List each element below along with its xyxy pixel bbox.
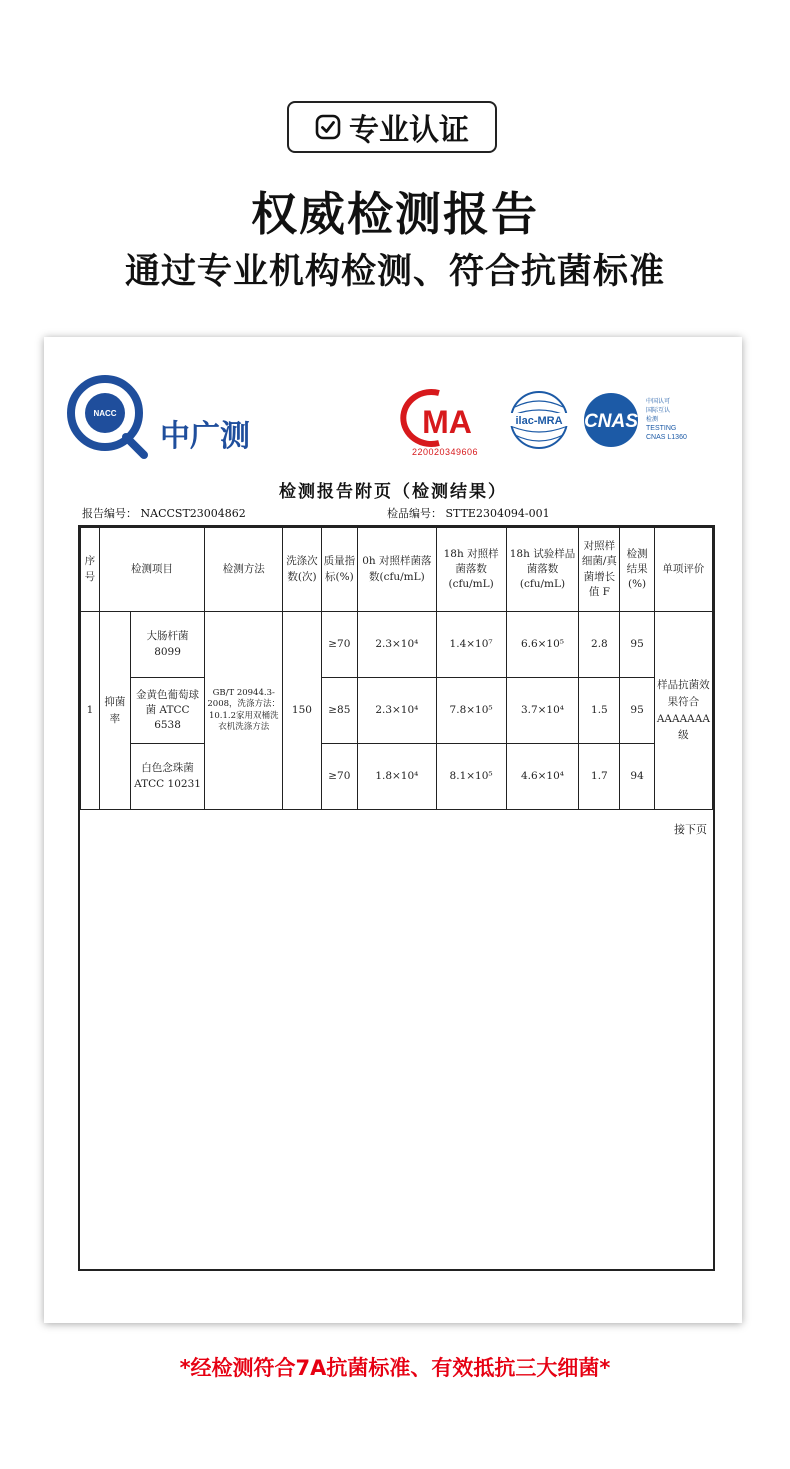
svg-text:ilac-MRA: ilac-MRA [515, 415, 563, 427]
washes-cell: 150 [283, 612, 321, 810]
c18-cell: 7.8×10⁵ [436, 678, 506, 744]
header-18h-control: 18h 对照样菌落数(cfu/mL) [436, 528, 506, 612]
index-cell: ≥85 [321, 678, 358, 744]
header-evaluation: 单项评价 [654, 528, 712, 612]
svg-text:MA: MA [422, 404, 472, 440]
svg-text:检测: 检测 [646, 416, 659, 423]
header-result: 检测结果(%) [620, 528, 654, 612]
t18-cell: 4.6×10⁴ [506, 744, 579, 810]
svg-text:CNAS: CNAS [584, 411, 638, 432]
index-cell: ≥70 [321, 612, 358, 678]
index-cell: ≥70 [321, 744, 358, 810]
certification-badge [287, 101, 497, 153]
svg-text:NACC: NACC [93, 409, 117, 418]
certification-footnote: *经检测符合7A抗菌标准、有效抵抗三大细菌* [179, 1356, 611, 1380]
header-0h-control: 0h 对照样菌落数(cfu/mL) [358, 528, 437, 612]
c0-cell: 2.3×10⁴ [358, 612, 437, 678]
svg-text:220020349606: 220020349606 [411, 447, 479, 457]
method-cell: GB/T 20944.3-2008，洗涤方法：10.1.2家用双桶洗衣机洗涤方法 [205, 612, 283, 810]
nacc-logo [64, 371, 300, 461]
sample-number [387, 505, 550, 521]
report-number [82, 505, 246, 521]
svg-text:TESTING: TESTING [646, 425, 677, 432]
header-item: 检测项目 [99, 528, 204, 612]
organism-cell: 金黄色葡萄球菌 ATCC 6538 [130, 678, 204, 744]
report-frame [78, 525, 715, 1271]
test-report-document [44, 337, 742, 1323]
header-washes: 洗涤次数(次) [283, 528, 321, 612]
category-cell: 抑菌率 [99, 612, 130, 810]
result-cell: 95 [620, 678, 654, 744]
f-cell: 1.7 [579, 744, 620, 810]
seq-cell: 1 [81, 612, 100, 810]
c0-cell: 1.8×10⁴ [358, 744, 437, 810]
svg-text:国际互认: 国际互认 [646, 407, 671, 414]
check-icon [315, 114, 341, 140]
table-row [81, 612, 713, 678]
document-title: 检测报告附页（检测结果） [279, 482, 507, 502]
t18-cell: 6.6×10⁵ [506, 612, 579, 678]
svg-text:CNAS L1360: CNAS L1360 [646, 434, 687, 441]
f-cell: 1.5 [579, 678, 620, 744]
organism-cell: 白色念珠菌 ATCC 10231 [130, 744, 204, 810]
header-18h-sample: 18h 试验样品菌落数(cfu/mL) [506, 528, 579, 612]
header-seq: 序号 [81, 528, 100, 612]
page-subtitle: 通过专业机构检测、符合抗菌标准 [124, 252, 665, 292]
page-title: 权威检测报告 [251, 187, 539, 241]
t18-cell: 3.7×10⁴ [506, 678, 579, 744]
report-number-value: NACCST23004862 [140, 507, 246, 520]
svg-text:中广测: 中广测 [160, 419, 250, 454]
header-index: 质量指标(%) [321, 528, 358, 612]
report-number-label: 报告编号： [82, 507, 137, 520]
result-cell: 95 [620, 612, 654, 678]
sample-number-label: 检品编号： [387, 507, 442, 520]
badge-label: 专业认证 [349, 113, 469, 148]
result-cell: 94 [620, 744, 654, 810]
results-table [80, 527, 713, 810]
cnas-logo [581, 392, 701, 448]
table-header-row [81, 528, 713, 612]
ilac-mra-logo [507, 385, 571, 455]
f-cell: 2.8 [579, 612, 620, 678]
next-page-note: 接下页 [674, 823, 707, 836]
organism-cell: 大肠杆菌 8099 [130, 612, 204, 678]
header-method: 检测方法 [205, 528, 283, 612]
sample-number-value: STTE2304094-001 [445, 507, 550, 520]
evaluation-cell: 样品抗菌效果符合AAAAAAA级 [654, 612, 712, 810]
svg-text:中国认可: 中国认可 [646, 398, 671, 405]
table-row [81, 678, 713, 744]
c18-cell: 8.1×10⁵ [436, 744, 506, 810]
table-row [81, 744, 713, 810]
c0-cell: 2.3×10⁴ [358, 678, 437, 744]
c18-cell: 1.4×10⁷ [436, 612, 506, 678]
cma-logo [399, 387, 491, 459]
header-growth-value: 对照样细菌/真菌增长值 F [579, 528, 620, 612]
